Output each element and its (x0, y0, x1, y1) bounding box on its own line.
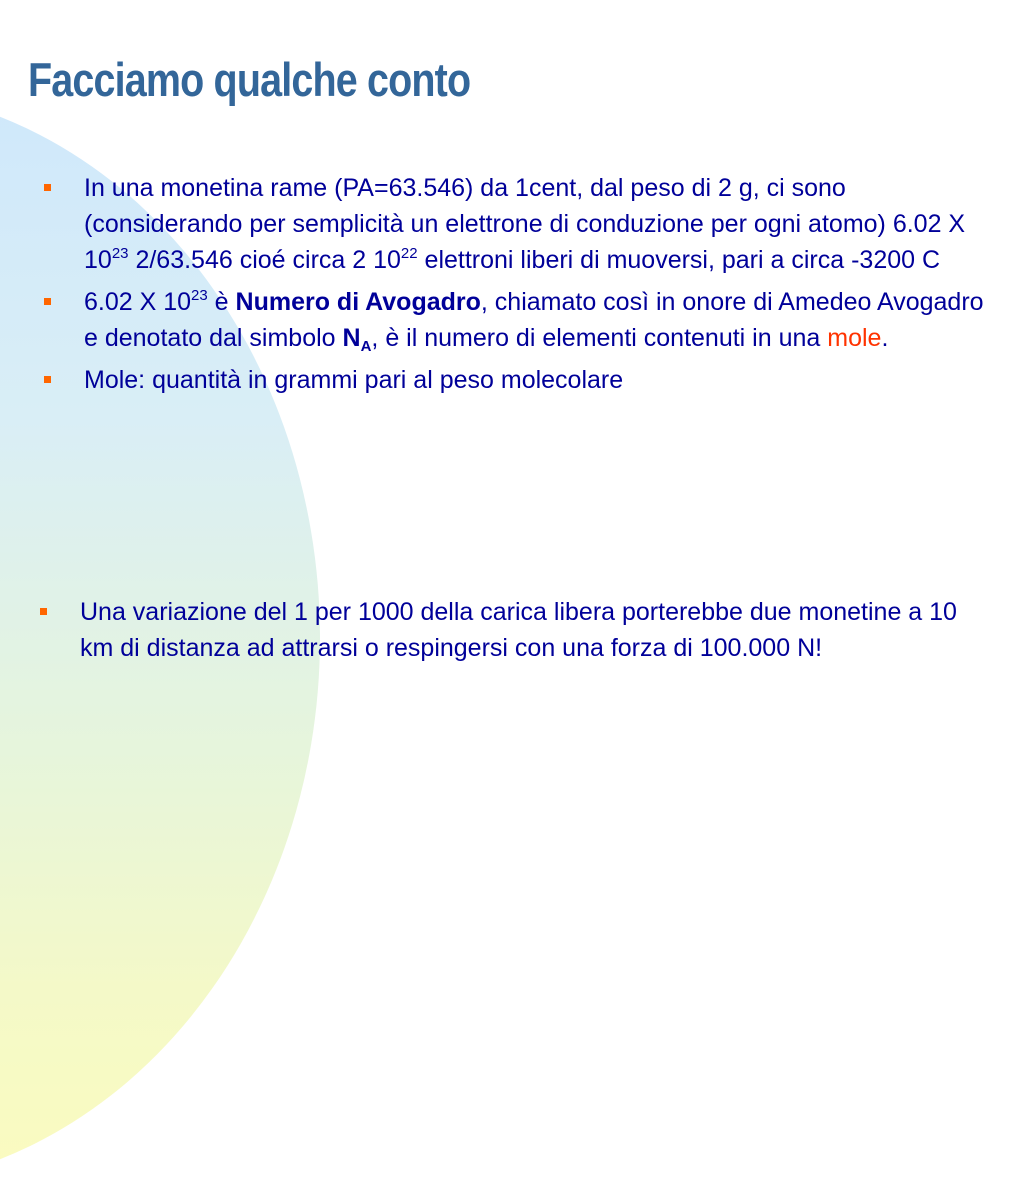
coin-text-part1: In una monetina rame (PA=63.546) da 1cent, dal peso di 2 g, ci sono (considerando per semplicità un elettrone di conduzione per ogni atomo) 6.02 X 10 (84, 174, 966, 274)
extra-bullet-list (40, 594, 980, 666)
avogadro-end: . (881, 324, 889, 352)
coin-text-part3: elettroni liberi di muoversi, pari a circa -3200 C (417, 246, 941, 274)
bullet-marker (44, 184, 51, 191)
exponent-23: 23 (111, 245, 129, 262)
avogadro-mid: è (207, 288, 236, 316)
avogadro-pre: 6.02 X 10 (84, 288, 192, 316)
symbol-n: N (342, 324, 361, 352)
mole-definition: Mole: quantità in grammi pari al peso molecolare (84, 366, 624, 394)
bullet-marker (44, 376, 51, 383)
avogadro-post2: , è il numero di elementi contenuti in una (371, 324, 828, 352)
bullet-marker (40, 608, 47, 615)
bullet-item-coin (44, 170, 984, 278)
bullet-list (44, 170, 984, 404)
exponent-23: 23 (191, 287, 208, 304)
avogadro-term: Numero di Avogadro (235, 288, 481, 316)
symbol-subscript-a: A (360, 338, 372, 355)
avogadro-post1: , chiamato così in onore di Amedeo Avogadro e denotato dal simbolo (84, 288, 984, 352)
slide-title: Facciamo qualche conto (28, 53, 471, 106)
coin-text-part2: 2/63.546 cioé circa 2 10 (128, 246, 401, 274)
bullet-marker (44, 298, 51, 305)
variation-text: Una variazione del 1 per 1000 della carica libera porterebbe due monetine a 10 km di distanza ad attrarsi o respingersi con una forza di 100.000 N! (80, 598, 957, 662)
bullet-item-variation (40, 594, 980, 666)
bullet-item-avogadro (44, 284, 984, 356)
bullet-item-mole (44, 362, 984, 398)
exponent-22: 22 (400, 245, 418, 262)
mole-highlight: mole (827, 324, 882, 352)
